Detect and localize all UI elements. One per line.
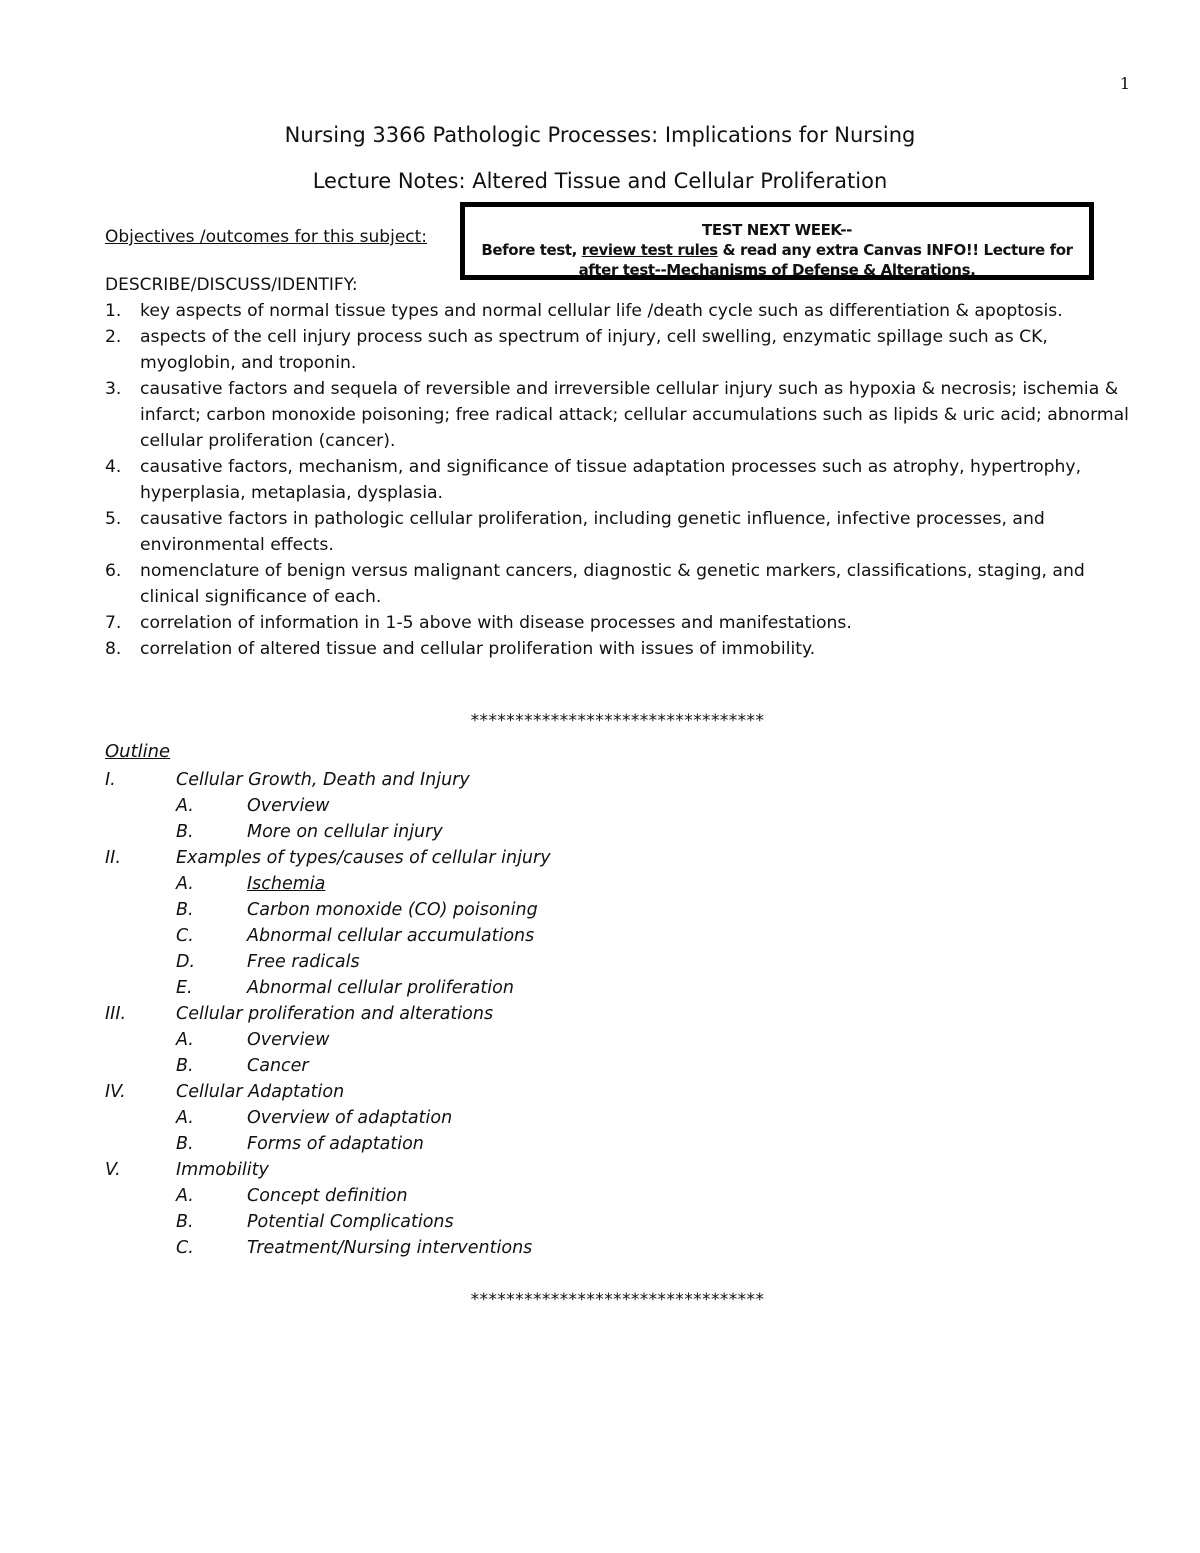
outline-item-text: Treatment/Nursing interventions <box>247 1238 533 1258</box>
objective-item <box>105 324 1145 376</box>
outline-item-text: Overview <box>247 796 330 816</box>
objective-item <box>105 610 1145 636</box>
outline-section-title: Cellular Adaptation <box>176 1082 345 1102</box>
outline-item-text: Cancer <box>247 1056 309 1076</box>
outline-item-label: D. <box>176 952 196 972</box>
outline-item-label: B. <box>176 900 194 920</box>
outline-section-title: Immobility <box>176 1160 269 1180</box>
outline-section-title: Cellular proliferation and alterations <box>176 1004 494 1024</box>
outline-item-label: A. <box>176 1030 194 1050</box>
outline-item-text: Concept definition <box>247 1186 408 1206</box>
outline-item-text: Overview <box>247 1030 330 1050</box>
outline-item-label: B. <box>176 1056 194 1076</box>
test-notice-box <box>460 202 1094 280</box>
objective-number: 5. <box>105 509 122 529</box>
outline-item-label: E. <box>176 978 193 998</box>
separator: ********************************* <box>470 711 765 731</box>
outline-section-label: V. <box>105 1160 121 1180</box>
objective-item <box>105 376 1145 454</box>
outline-item-label: B. <box>176 822 194 842</box>
outline-item-label: C. <box>176 1238 194 1258</box>
objective-text: key aspects of normal tissue types and normal cellular life /death cycle such as differentiation & apoptosis. <box>140 301 1063 321</box>
outline-section-title: Examples of types/causes of cellular injury <box>176 848 551 868</box>
notice-before: Before test, <box>481 241 582 259</box>
objective-number: 6. <box>105 561 122 581</box>
objective-number: 4. <box>105 457 122 477</box>
objective-item <box>105 636 1145 662</box>
objective-item <box>105 298 1145 324</box>
outline-item-text: Ischemia <box>247 874 326 894</box>
objective-text: aspects of the cell injury process such as spectrum of injury, cell swelling, enzymatic spillage such as CK, myoglobin, and troponin. <box>140 327 1048 373</box>
outline-item-text: Free radicals <box>247 952 360 972</box>
objective-text: nomenclature of benign versus malignant cancers, diagnostic & genetic markers, classifications, staging, and clinical significance of each. <box>140 561 1085 607</box>
outline-section-label: I. <box>105 770 116 790</box>
outline-item-text: Carbon monoxide (CO) poisoning <box>247 900 538 920</box>
objective-text: correlation of information in 1-5 above with disease processes and manifestations. <box>140 613 852 633</box>
outline-section-title: Cellular Growth, Death and Injury <box>176 770 470 790</box>
outline-item-label: A. <box>176 1108 194 1128</box>
notice-body <box>465 240 1089 280</box>
separator: ********************************* <box>470 1290 765 1310</box>
objective-text: correlation of altered tissue and cellular proliferation with issues of immobility. <box>140 639 816 659</box>
objectives-list <box>105 298 1145 662</box>
notice-after: & read any extra Canvas INFO!! Lecture for after test--Mechanisms of Defense & Alterations. <box>578 241 1073 279</box>
outline-item-label: A. <box>176 1186 194 1206</box>
describe-label: DESCRIBE/DISCUSS/IDENTIFY: <box>105 275 358 295</box>
outline-item-label: A. <box>176 874 194 894</box>
outline-section-label: III. <box>105 1004 127 1024</box>
objective-text: causative factors and sequela of reversible and irreversible cellular injury such as hypoxia & necrosis; ischemia & infarct; carbon monoxide poisoning; free radical attack; cellular accumulations such as lipids & uric acid; abnormal cellular proliferation (cancer). <box>140 379 1129 451</box>
outline-item-label: B. <box>176 1134 194 1154</box>
objective-item <box>105 454 1145 506</box>
outline-item-text: Forms of adaptation <box>247 1134 424 1154</box>
test-rules-link[interactable]: review test rules <box>581 241 718 259</box>
outline-item-label: A. <box>176 796 194 816</box>
outline-section-label: II. <box>105 848 121 868</box>
outline-item-text: Abnormal cellular proliferation <box>247 978 514 998</box>
objective-text: causative factors, mechanism, and significance of tissue adaptation processes such as atrophy, hypertrophy, hyperplasia, metaplasia, dysplasia. <box>140 457 1082 503</box>
outline-item-text: More on cellular injury <box>247 822 443 842</box>
outline-item-label: B. <box>176 1212 194 1232</box>
objective-number: 8. <box>105 639 122 659</box>
objective-number: 7. <box>105 613 122 633</box>
outline-item-text: Potential Complications <box>247 1212 454 1232</box>
page-title: Nursing 3366 Pathologic Processes: Implications for Nursing <box>284 123 916 147</box>
outline-item-text: Abnormal cellular accumulations <box>247 926 535 946</box>
page-number: 1 <box>1119 74 1130 93</box>
objective-number: 2. <box>105 327 122 347</box>
objective-text: causative factors in pathologic cellular proliferation, including genetic influence, infective processes, and environmental effects. <box>140 509 1045 555</box>
outline-item-text: Overview of adaptation <box>247 1108 453 1128</box>
outline-item-label: C. <box>176 926 194 946</box>
page-subtitle: Lecture Notes: Altered Tissue and Cellular Proliferation <box>312 169 888 193</box>
notice-line1: TEST NEXT WEEK-- <box>702 221 852 239</box>
objective-item <box>105 558 1145 610</box>
objective-number: 1. <box>105 301 122 321</box>
objective-item <box>105 506 1145 558</box>
objectives-heading: Objectives /outcomes for this subject: <box>105 227 428 247</box>
outline-heading: Outline <box>105 741 171 762</box>
outline-section-label: IV. <box>105 1082 126 1102</box>
objective-number: 3. <box>105 379 122 399</box>
